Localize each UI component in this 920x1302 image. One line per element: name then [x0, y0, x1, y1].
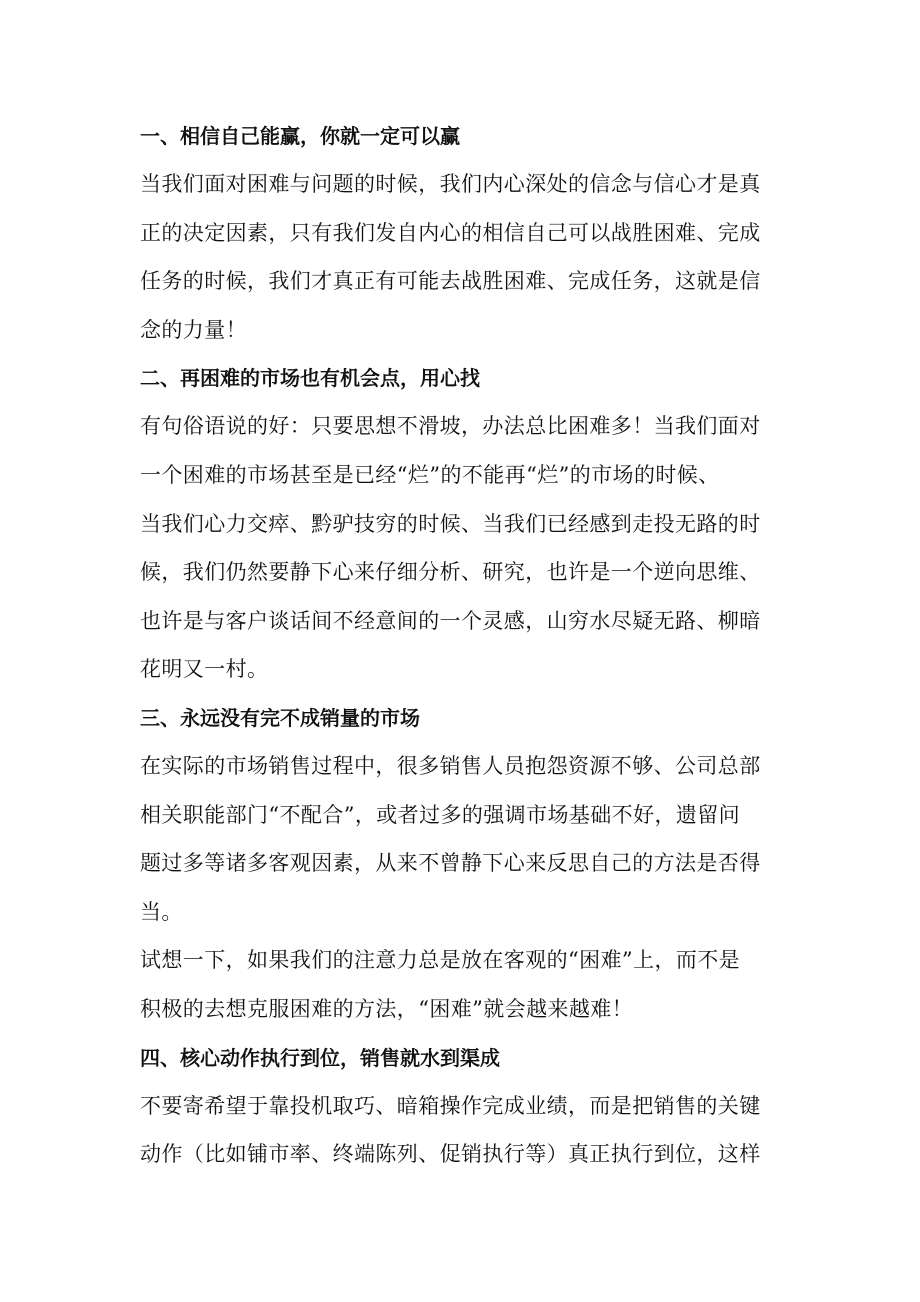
text-line: 有句俗语说的好：只要思想不滑坡，办法总比困难多！当我们面对: [140, 414, 761, 439]
section-heading: 三、永远没有完不成销量的市场: [140, 705, 420, 730]
text-line: 也许是与客户谈话间不经意间的一个灵感，山穷水尽疑无路、柳暗: [140, 608, 761, 633]
text-line: 动作（比如铺市率、终端陈列、促销执行等）真正执行到位，这样: [140, 1142, 761, 1167]
text-line: 念的力量！: [140, 317, 247, 342]
text-line: 题过多等诸多客观因素，从来不曾静下心来反思自己的方法是否得: [140, 851, 761, 876]
section-3: [140, 694, 780, 1034]
paragraph: [140, 1082, 780, 1179]
text-line: 当我们面对困难与问题的时候，我们内心深处的信念与信心才是真: [140, 172, 761, 196]
paragraph: [140, 936, 780, 1033]
text-line: 积极的去想克服困难的方法，“困难”就会越来越难！: [140, 996, 634, 1021]
paragraph: [140, 402, 780, 694]
text-line: 相关职能部门“不配合”，或者过多的强调市场基础不好，遗留问: [140, 802, 741, 827]
text-line: 候，我们仍然要静下心来仔细分析、研究，也许是一个逆向思维、: [140, 560, 761, 585]
text-line: 任务的时候，我们才真正有可能去战胜困难、完成任务，这就是信: [140, 269, 761, 294]
text-line: 当。: [140, 899, 183, 924]
text-line: 正的决定因素，只有我们发自内心的相信自己可以战胜困难、完成: [140, 220, 761, 245]
text-line: 在实际的市场销售过程中，很多销售人员抱怨资源不够、公司总部: [140, 753, 761, 778]
paragraph: [140, 742, 780, 936]
section-1: [140, 112, 780, 354]
text-line: 一个困难的市场甚至是已经“烂”的不能再“烂”的市场的时候、: [140, 462, 720, 487]
section-heading: 二、再困难的市场也有机会点，用心找: [140, 366, 480, 391]
document-body: [140, 112, 780, 1179]
section-heading: 四、核心动作执行到位，销售就水到渠成: [140, 1045, 500, 1070]
section-heading: 一、相信自己能赢，你就一定可以赢: [140, 124, 460, 148]
text-line: 花明又一村。: [140, 657, 269, 682]
text-line: 不要寄希望于靠投机取巧、暗箱操作完成业绩，而是把销售的关键: [140, 1093, 761, 1118]
section-4: [140, 1034, 780, 1179]
text-line: 当我们心力交瘁、黔驴技穷的时候、当我们已经感到走投无路的时: [140, 511, 761, 536]
text-line: 试想一下，如果我们的注意力总是放在客观的“困难”上，而不是: [140, 948, 741, 973]
paragraph: [140, 160, 780, 354]
section-2: [140, 354, 780, 694]
